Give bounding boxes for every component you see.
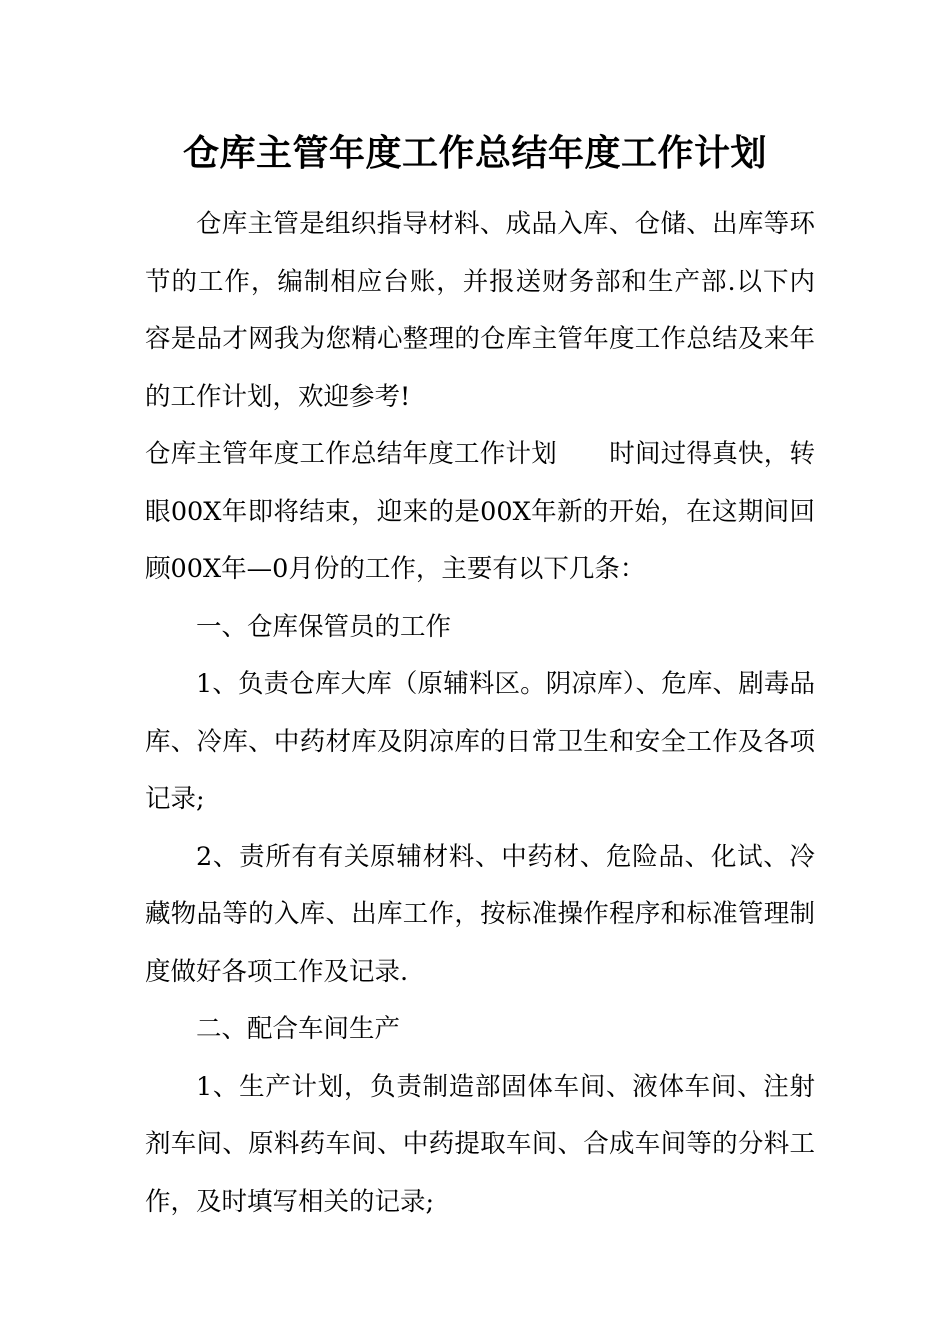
opening-text: 时间过得真快，转眼00X年即将结束，迎来的是00X年新的开始，在这期间回顾00X年—0月份的工作，主要有以下几条： [145, 439, 815, 584]
intro-paragraph: 仓库主管是组织指导材料、成品入库、仓储、出库等环节的工作，编制相应台账，并报送财务部和生产部.以下内容是品才网我为您精心整理的仓库主管年度工作总结及来年的工作计划，欢迎参考! [145, 209, 815, 412]
list-item: 1、负责仓库大库（原辅料区。阴凉库）、危库、剧毒品库、冷库、中药材库及阴凉库的日常卫生和安全工作及各项记录; [145, 669, 815, 814]
list-item: 2、责所有有关原辅材料、中药材、危险品、化试、冷藏物品等的入库、出库工作，按标准操作程序和标准管理制度做好各项工作及记录. [145, 841, 815, 987]
subheading: 仓库主管年度工作总结年度工作计划 [145, 439, 557, 469]
section-heading: 一、仓库保管员的工作 [196, 611, 452, 642]
section-heading: 二、配合车间生产 [196, 1014, 401, 1044]
opening-paragraph [145, 426, 815, 599]
list-item: 1、生产计划，负责制造部固体车间、液体车间、注射剂车间、原料药车间、中药提取车间、合成车间等的分料工作，及时填写相关的记录; [145, 1071, 815, 1217]
document-title: 仓库主管年度工作总结年度工作计划 [182, 133, 767, 174]
document-body [145, 196, 815, 1231]
